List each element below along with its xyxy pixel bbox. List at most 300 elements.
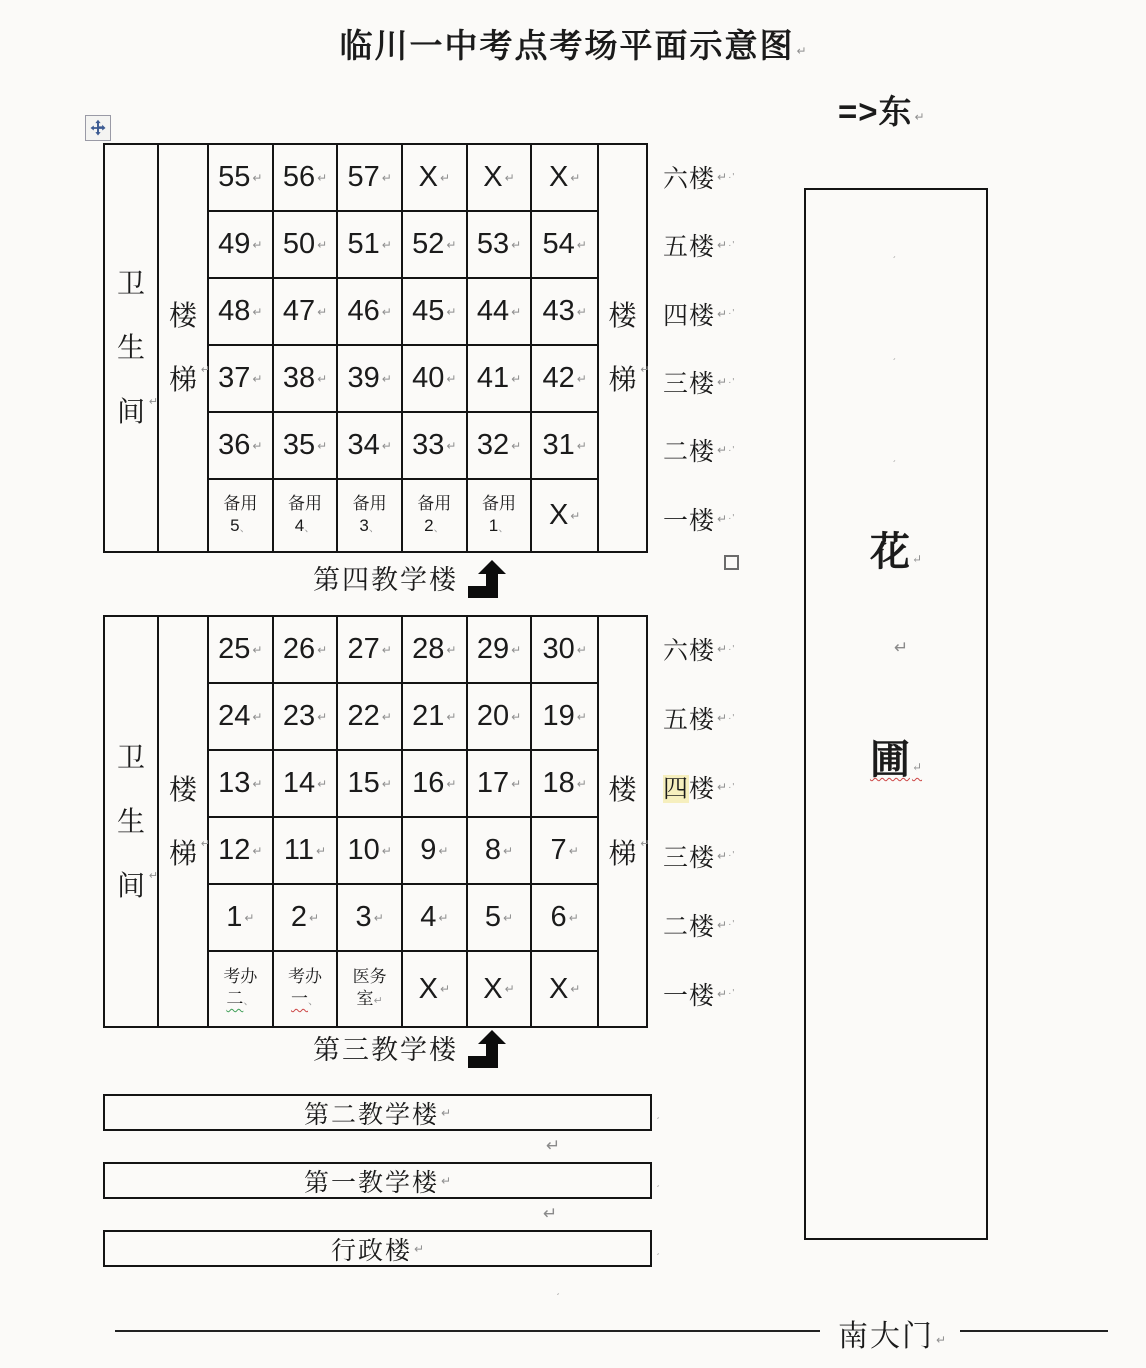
formatting-tick: ˏ	[656, 1244, 660, 1256]
stairs-right-column	[597, 145, 650, 551]
east-direction-text: =>东	[838, 93, 913, 130]
paragraph-mark: ↵	[717, 170, 728, 185]
floor-name-text: 六楼	[663, 637, 716, 666]
south-gate-text: 南大门	[838, 1320, 934, 1353]
room-cell	[403, 952, 468, 1026]
floor-label	[663, 211, 763, 279]
admin-building-bar	[103, 1230, 652, 1267]
room-cell	[468, 818, 533, 885]
room-cell	[403, 751, 468, 818]
room-cell	[209, 952, 274, 1026]
formatting-tick: ·'	[728, 171, 736, 183]
room-cell	[468, 212, 533, 279]
floor-name-text: 三楼	[663, 370, 716, 399]
floor-name-text: 二楼	[663, 912, 716, 941]
room-number: 21	[412, 700, 445, 732]
building4-table	[103, 143, 648, 553]
room-number: 10	[347, 834, 380, 866]
room-number: 28	[412, 633, 445, 665]
floor-name-text: 六楼	[663, 165, 716, 194]
room-cell	[468, 751, 533, 818]
floor-label	[663, 890, 763, 959]
building4-room-grid	[209, 145, 597, 551]
room-number: 11	[283, 834, 315, 866]
room-cell	[274, 145, 339, 212]
room-number: 9	[420, 834, 437, 866]
building3-table	[103, 615, 648, 1028]
floor-name-text: 一楼	[663, 506, 716, 535]
room-cell	[338, 885, 403, 952]
room-cell	[532, 885, 597, 952]
room-number: 43	[542, 295, 575, 327]
four-way-arrow-icon	[89, 119, 107, 137]
room-cell	[468, 346, 533, 413]
building3-room-grid	[209, 617, 597, 1026]
garden-area	[804, 188, 988, 1240]
floor-label	[663, 416, 763, 484]
paragraph-mark: ↵	[717, 375, 728, 390]
paragraph-mark: ↵	[511, 371, 522, 386]
paragraph-mark: ↵	[200, 837, 210, 850]
room-number: 38	[282, 362, 316, 394]
room-cell	[209, 413, 274, 480]
room-number: 41	[476, 362, 510, 394]
paragraph-mark: ↵	[317, 642, 328, 657]
garden-char-text: 花	[869, 529, 910, 574]
room-cell	[209, 212, 274, 279]
paragraph-mark: ↵	[148, 869, 158, 882]
room-label-line1: 考办	[287, 967, 322, 986]
formatting-tick: ·'	[728, 239, 736, 251]
stairs-right-column	[597, 617, 650, 1026]
formatting-tick: ˏ	[892, 248, 896, 259]
room-cell	[403, 212, 468, 279]
room-number: 31	[542, 429, 575, 461]
up-arrow-icon	[468, 1030, 516, 1072]
paragraph-mark: ↵	[244, 910, 255, 925]
paragraph-mark: ↵	[640, 837, 650, 850]
room-cell	[209, 480, 274, 551]
floor-name-text: 五楼	[663, 233, 716, 262]
room-cell	[532, 145, 597, 212]
formatting-tick: 、	[433, 521, 445, 534]
paragraph-mark: ↵	[438, 910, 449, 925]
room-number: 53	[476, 228, 510, 260]
formatting-tick: ·'	[728, 919, 736, 931]
formatting-tick: 、	[307, 995, 319, 1007]
vertical-label-char: 间 ↵	[117, 380, 145, 444]
room-number: 35	[282, 429, 316, 461]
restroom-label	[105, 617, 157, 1026]
room-cell	[468, 279, 533, 346]
garden-label-hua	[806, 520, 986, 577]
room-number: 16	[412, 767, 445, 799]
paragraph-mark: ↵	[504, 170, 515, 185]
paragraph-mark: ↵	[381, 170, 392, 185]
room-number: 5	[484, 901, 502, 933]
paragraph-mark: ↵	[717, 780, 728, 795]
room-cell	[403, 413, 468, 480]
paragraph-mark: ↵	[381, 642, 392, 657]
room-number: 47	[282, 295, 316, 327]
paragraph-mark: ↵	[381, 776, 392, 791]
paragraph-mark: ↵	[511, 709, 522, 724]
paragraph-mark: ↵	[717, 238, 728, 253]
floor-label	[663, 485, 763, 553]
room-number: 2	[290, 901, 308, 933]
paragraph-mark: ↵	[446, 776, 457, 791]
room-cell	[338, 818, 403, 885]
room-label-line1: 考办	[223, 967, 258, 986]
building4-caption-text: 第四教学楼	[313, 565, 458, 595]
room-number: 13	[218, 767, 251, 799]
room-cell	[209, 751, 274, 818]
paragraph-mark: ↵	[570, 508, 581, 523]
room-cell	[274, 617, 339, 684]
paragraph-mark: ↵	[317, 709, 328, 724]
paragraph-mark: ↵	[381, 709, 392, 724]
paragraph-mark: ↵	[546, 1136, 561, 1155]
room-number: 25	[218, 633, 251, 665]
room-cell	[274, 279, 339, 346]
paragraph-mark: ↵	[576, 371, 587, 386]
room-cell	[403, 617, 468, 684]
room-number: 1	[226, 901, 243, 933]
formatting-tick: 、	[498, 521, 510, 534]
room-number: 51	[347, 228, 380, 260]
room-number: 54	[542, 228, 575, 260]
room-label-line2: 3、	[359, 515, 380, 535]
paragraph-mark: ↵	[717, 443, 728, 458]
paragraph-mark: ↵	[503, 843, 514, 858]
restroom-column	[105, 617, 159, 1026]
formatting-tick: 、	[243, 995, 255, 1007]
room-number: 33	[412, 429, 445, 461]
paragraph-mark: ↵	[576, 438, 587, 453]
paragraph-mark: ↵	[317, 438, 328, 453]
paragraph-mark: ↵	[317, 170, 328, 185]
vertical-label-char: 卫	[116, 268, 145, 299]
room-number: 6	[550, 901, 567, 933]
vertical-label-char: 梯 ↵	[608, 822, 636, 886]
room-cell	[209, 885, 274, 952]
paragraph-mark: ↵	[252, 843, 263, 858]
room-number: X	[483, 161, 503, 193]
room-cell	[274, 818, 339, 885]
paragraph-mark: ↵	[446, 237, 457, 252]
paragraph-mark: ↵	[717, 511, 728, 526]
paragraph-mark: ↵	[413, 1241, 425, 1256]
room-label-line1: 备用	[352, 493, 387, 513]
building1-label: 第一教学楼	[303, 1168, 439, 1197]
room-cell	[274, 885, 339, 952]
formatting-tick: ·'	[728, 376, 736, 388]
room-label-line2: 2、	[424, 515, 445, 535]
room-number: 19	[542, 700, 575, 732]
paragraph-mark: ↵	[317, 371, 328, 386]
building3-floor-labels	[663, 615, 763, 1028]
room-cell	[468, 413, 533, 480]
admin-building-label: 行政楼	[330, 1236, 412, 1265]
room-cell	[532, 818, 597, 885]
formatting-tick: ·'	[728, 513, 736, 525]
paragraph-mark: ↵	[381, 843, 392, 858]
room-label-line2: 5、	[230, 515, 251, 535]
paragraph-mark: ↵	[640, 364, 650, 376]
formatting-tick: 、	[239, 521, 251, 534]
stairs-label	[159, 617, 210, 1026]
formatting-tick: ·'	[728, 712, 736, 724]
paragraph-mark: ↵	[504, 982, 515, 996]
paragraph-mark: ↵	[252, 709, 263, 724]
room-cell	[532, 279, 597, 346]
paragraph-mark: ↵	[439, 170, 451, 185]
room-cell	[403, 480, 468, 551]
room-number: 36	[218, 429, 251, 461]
room-cell	[338, 751, 403, 818]
paragraph-mark: ↵	[438, 843, 449, 858]
room-cell	[274, 480, 339, 551]
paragraph-mark: ↵	[317, 304, 328, 319]
paragraph-mark: ↵	[717, 642, 728, 657]
paragraph-mark: ↵	[316, 843, 327, 858]
room-cell	[532, 617, 597, 684]
paragraph-mark: ↵	[317, 237, 328, 252]
room-cell	[209, 346, 274, 413]
room-number: 7	[550, 834, 567, 866]
vertical-label-char: 楼	[168, 300, 197, 331]
formatting-tick: ˏ	[556, 1284, 560, 1296]
room-number: 14	[282, 767, 316, 799]
formatting-tick: ˏ	[656, 1108, 660, 1120]
paragraph-mark: ↵	[252, 237, 263, 252]
room-number: 49	[218, 228, 251, 260]
room-cell	[403, 818, 468, 885]
room-cell	[209, 617, 274, 684]
room-cell	[338, 684, 403, 751]
garden-char-text: 圃	[869, 737, 910, 782]
room-cell	[468, 480, 533, 551]
room-cell	[338, 952, 403, 1026]
paragraph-mark: ↵	[911, 760, 923, 774]
room-number: 12	[218, 834, 251, 866]
move-handle-icon[interactable]	[85, 115, 111, 141]
floor-label	[663, 959, 763, 1028]
up-arrow-icon	[468, 560, 516, 602]
building1-bar	[103, 1162, 652, 1199]
room-cell	[209, 145, 274, 212]
room-label-line2: 二、	[226, 989, 255, 1008]
paragraph-mark: ↵	[252, 776, 263, 791]
vertical-label-char: 楼	[608, 773, 637, 805]
building2-bar	[103, 1094, 652, 1131]
paragraph-mark: ↵	[717, 306, 728, 321]
restroom-label	[105, 145, 157, 551]
paragraph-mark: ↵	[914, 110, 925, 124]
paragraph-mark: ↵	[252, 304, 263, 319]
floor-name-text: 一楼	[663, 981, 716, 1010]
room-number: 45	[412, 295, 445, 327]
room-number: 15	[347, 767, 380, 799]
paragraph-mark: ↵	[439, 982, 451, 996]
formatting-tick: ·'	[728, 850, 736, 862]
room-cell	[468, 952, 533, 1026]
floor-name-text: 四楼	[663, 775, 716, 804]
paragraph-mark: ↵	[796, 44, 807, 58]
room-number: X	[418, 161, 438, 193]
room-cell	[274, 346, 339, 413]
room-cell	[209, 279, 274, 346]
floor-label	[663, 280, 763, 348]
room-number: 46	[347, 295, 380, 327]
room-number: 32	[476, 429, 510, 461]
paragraph-mark: ↵	[570, 982, 581, 996]
room-cell	[403, 145, 468, 212]
paragraph-mark: ↵	[717, 711, 728, 726]
room-number: 29	[476, 633, 510, 665]
room-cell	[532, 413, 597, 480]
room-number: 4	[420, 901, 437, 933]
room-number: 50	[282, 228, 316, 260]
room-label-line1: 备用	[417, 493, 452, 513]
stairs-label	[599, 145, 650, 551]
formatting-tick: ˏ	[892, 452, 896, 463]
room-number: 8	[484, 834, 502, 866]
object-anchor-square	[724, 555, 739, 570]
paragraph-mark: ↵	[317, 776, 328, 791]
paragraph-mark: ↵	[446, 642, 457, 657]
paragraph-mark: ↵	[568, 843, 579, 858]
paragraph-mark: ↵	[576, 237, 587, 252]
paragraph-mark: ↵	[717, 848, 728, 863]
room-cell	[532, 684, 597, 751]
room-number: X	[548, 972, 569, 1005]
room-number: 48	[218, 295, 251, 327]
stairs-left-column	[159, 145, 209, 551]
paragraph-mark: ↵	[373, 910, 384, 925]
paragraph-mark: ↵	[381, 237, 392, 252]
room-number: 24	[218, 700, 251, 732]
formatting-tick: 、	[368, 521, 380, 534]
paragraph-mark: ↵	[381, 304, 392, 319]
room-cell	[532, 751, 597, 818]
paragraph-mark: ↵	[381, 438, 392, 453]
room-number: 17	[476, 767, 510, 799]
formatting-tick: ˏ	[892, 350, 896, 361]
paragraph-mark: ↵	[576, 776, 587, 791]
room-cell	[403, 279, 468, 346]
room-cell	[338, 212, 403, 279]
floor-label	[663, 143, 763, 211]
room-number: 27	[347, 633, 380, 665]
room-cell	[209, 818, 274, 885]
page-title-text: 临川一中考点考场平面示意图	[339, 27, 795, 64]
paragraph-mark: ↵	[252, 170, 263, 185]
floor-label	[663, 684, 763, 753]
building4-caption	[313, 558, 516, 602]
room-label-line2: 4、	[294, 515, 316, 535]
room-cell	[403, 346, 468, 413]
room-cell	[338, 145, 403, 212]
building2-label: 第二教学楼	[303, 1100, 439, 1129]
formatting-tick: ·'	[728, 781, 736, 793]
room-cell	[338, 617, 403, 684]
room-number: 22	[347, 700, 380, 732]
paragraph-mark: ↵	[576, 642, 587, 657]
paragraph-mark: ↵	[717, 986, 728, 1001]
room-number: 30	[542, 633, 575, 665]
vertical-label-char: 楼	[168, 773, 197, 805]
stairs-label	[159, 145, 210, 551]
paragraph-mark: ↵	[200, 364, 210, 376]
room-number: 18	[542, 767, 575, 799]
formatting-tick: ˏ	[656, 1176, 660, 1188]
garden-label-pu	[806, 728, 986, 785]
room-cell	[532, 212, 597, 279]
paragraph-mark: ↵	[936, 1333, 947, 1347]
paragraph-mark: ↵	[446, 371, 457, 386]
room-number: 44	[476, 295, 510, 327]
building3-caption	[313, 1028, 516, 1072]
room-number: 34	[347, 429, 380, 461]
room-number: 52	[412, 228, 445, 260]
south-gate-line-right	[960, 1330, 1108, 1332]
paragraph-mark: ↵	[440, 1105, 452, 1120]
room-number: 57	[347, 161, 380, 193]
vertical-label-char: 生	[116, 805, 145, 837]
paragraph-mark: ↵	[894, 638, 909, 657]
paragraph-mark: ↵	[252, 642, 263, 657]
room-label-line1: 备用	[481, 493, 516, 513]
floor-label	[663, 615, 763, 684]
paragraph-mark: ↵	[543, 1204, 558, 1223]
room-label-line1: 备用	[287, 493, 322, 513]
paragraph-mark: ↵	[503, 910, 514, 925]
formatting-tick: ·'	[728, 308, 736, 320]
east-direction-label	[838, 86, 925, 133]
paragraph-mark: ↵	[252, 371, 263, 386]
paragraph-mark: ↵	[381, 371, 392, 386]
room-label-line2: 室↵	[356, 989, 383, 1008]
room-label-line2: 一、	[290, 989, 319, 1008]
paragraph-mark: ↵	[148, 396, 158, 408]
paragraph-mark: ↵	[717, 917, 728, 932]
room-cell	[338, 413, 403, 480]
paragraph-mark: ↵	[511, 304, 522, 319]
stairs-left-column	[159, 617, 209, 1026]
room-number: 55	[218, 161, 251, 193]
south-gate-label	[838, 1311, 946, 1355]
formatting-tick: ·'	[728, 988, 736, 1000]
room-cell	[338, 480, 403, 551]
room-cell	[274, 684, 339, 751]
building4-floor-labels	[663, 143, 763, 553]
page-title	[0, 20, 1146, 67]
paragraph-mark: ↵	[446, 709, 457, 724]
room-number: X	[483, 972, 503, 1005]
room-cell	[403, 885, 468, 952]
room-cell	[274, 212, 339, 279]
paragraph-mark: ↵	[446, 304, 457, 319]
vertical-label-char: 梯 ↵	[169, 348, 197, 412]
vertical-label-char: 楼	[608, 300, 637, 331]
paragraph-mark: ↵	[446, 438, 457, 453]
room-cell	[403, 684, 468, 751]
room-number: 20	[476, 700, 510, 732]
vertical-label-char: 梯 ↵	[608, 348, 636, 412]
room-cell	[274, 751, 339, 818]
room-cell	[468, 885, 533, 952]
